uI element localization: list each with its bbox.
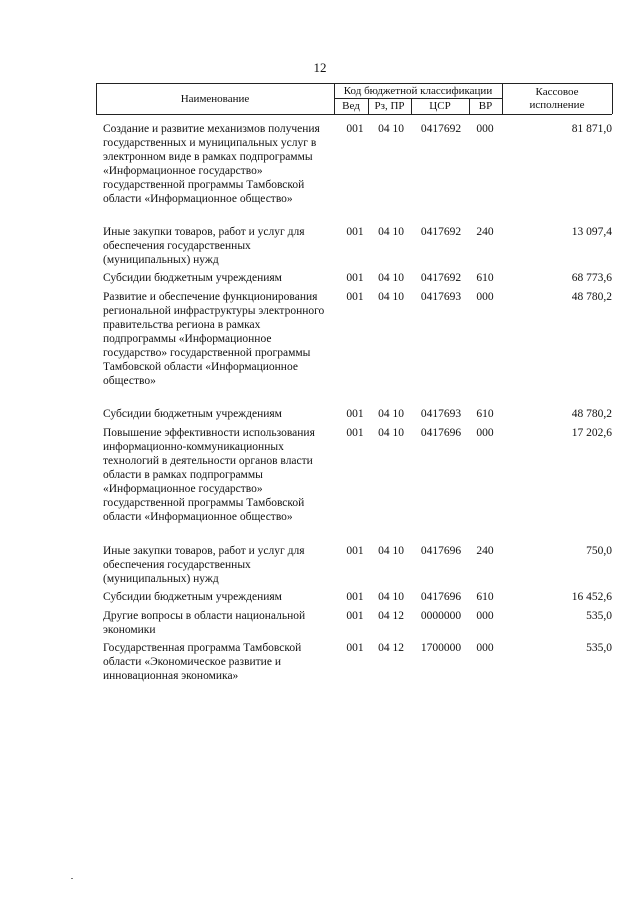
row-name: Субсидии бюджетным учреждениям [103,408,282,420]
row-ved: 001 [346,545,364,557]
row-vr: 610 [476,591,494,603]
row-sum: 48 780,2 [571,291,612,303]
row-sum: 750,0 [586,545,612,557]
row-rzpr: 04 10 [378,272,404,284]
row-rzpr: 04 12 [378,642,404,654]
header-rzpr: Рз, ПР [374,100,405,112]
row-vr: 240 [476,545,494,557]
header-csr: ЦСР [429,100,451,112]
row-vr: 000 [476,610,494,622]
row-rzpr: 04 10 [378,427,404,439]
row-vr: 000 [476,642,494,654]
row-rzpr: 04 10 [378,408,404,420]
row-name: Государственная программа Тамбовской области «Экономическое развитие и инновационная экономика» [103,642,302,682]
row-vr: 610 [476,272,494,284]
header-name: Наименование [180,93,250,105]
row-csr: 0000000 [420,610,462,622]
row-sum: 535,0 [586,642,612,654]
row-ved: 001 [346,291,364,303]
row-vr: 240 [476,226,494,238]
row-csr: 1700000 [420,642,462,654]
row-name: Повышение эффективности использования информационно-коммуникационных технологий в деятельности органов власти области в рамках подпрограммы «Информационное государство» государственной программы Тамбовской области «Информационное общество» [103,427,315,523]
page-number: 12 [313,60,327,75]
header-sum-line1: Кассовое [535,86,579,98]
row-csr: 0417692 [420,123,462,135]
row-ved: 001 [346,123,364,135]
row-ved: 001 [346,408,364,420]
row-sum: 535,0 [586,610,612,622]
row-ved: 001 [346,226,364,238]
row-csr: 0417696 [420,545,462,557]
row-sum: 48 780,2 [571,408,612,420]
row-rzpr: 04 10 [378,123,404,135]
row-vr: 000 [476,427,494,439]
header-code-group: Код бюджетной классификации [343,85,493,97]
row-sum: 13 097,4 [571,226,612,238]
row-rzpr: 04 12 [378,610,404,622]
row-name: Другие вопросы в области национальной экономики [103,610,306,636]
row-csr: 0417696 [420,591,462,603]
row-name: Развитие и обеспечение функционирования региональной инфраструктуры электронного правительства региона в рамках подпрограммы «Информационное государство» государственной программы Тамбовской области «Информационное общество» [103,291,325,387]
row-rzpr: 04 10 [378,545,404,557]
row-sum: 68 773,6 [571,272,612,284]
scan-speck [71,878,73,879]
row-csr: 0417693 [420,291,462,303]
header-sub-rule [334,98,502,99]
row-sum: 17 202,6 [571,427,612,439]
row-sum: 81 871,0 [571,123,612,135]
row-name: Иные закупки товаров, работ и услуг для обеспечения государственных (муниципальных) нужд [103,226,305,266]
row-csr: 0417692 [420,272,462,284]
row-name: Иные закупки товаров, работ и услуг для обеспечения государственных (муниципальных) нужд [103,545,305,585]
row-name: Субсидии бюджетным учреждениям [103,272,282,284]
row-ved: 001 [346,591,364,603]
row-vr: 000 [476,291,494,303]
row-csr: 0417692 [420,226,462,238]
header-ved: Вед [342,100,360,112]
row-vr: 000 [476,123,494,135]
row-sum: 16 452,6 [571,591,612,603]
header-bottom-rule [96,114,612,115]
row-rzpr: 04 10 [378,291,404,303]
row-rzpr: 04 10 [378,226,404,238]
row-ved: 001 [346,642,364,654]
row-name: Субсидии бюджетным учреждениям [103,591,282,603]
row-ved: 001 [346,272,364,284]
header-divider [612,83,613,114]
row-vr: 610 [476,408,494,420]
row-csr: 0417696 [420,427,462,439]
header-vr: ВР [478,100,493,112]
row-ved: 001 [346,610,364,622]
row-name: Создание и развитие механизмов получения государственных и муниципальных услуг в электронном виде в рамках подпрограммы «Информационное государство» государственной программы Тамбовской области «Информационное общество» [103,123,320,205]
header-sum-line2: исполнение [529,99,585,111]
row-rzpr: 04 10 [378,591,404,603]
row-csr: 0417693 [420,408,462,420]
row-ved: 001 [346,427,364,439]
header-top-rule [96,83,612,84]
